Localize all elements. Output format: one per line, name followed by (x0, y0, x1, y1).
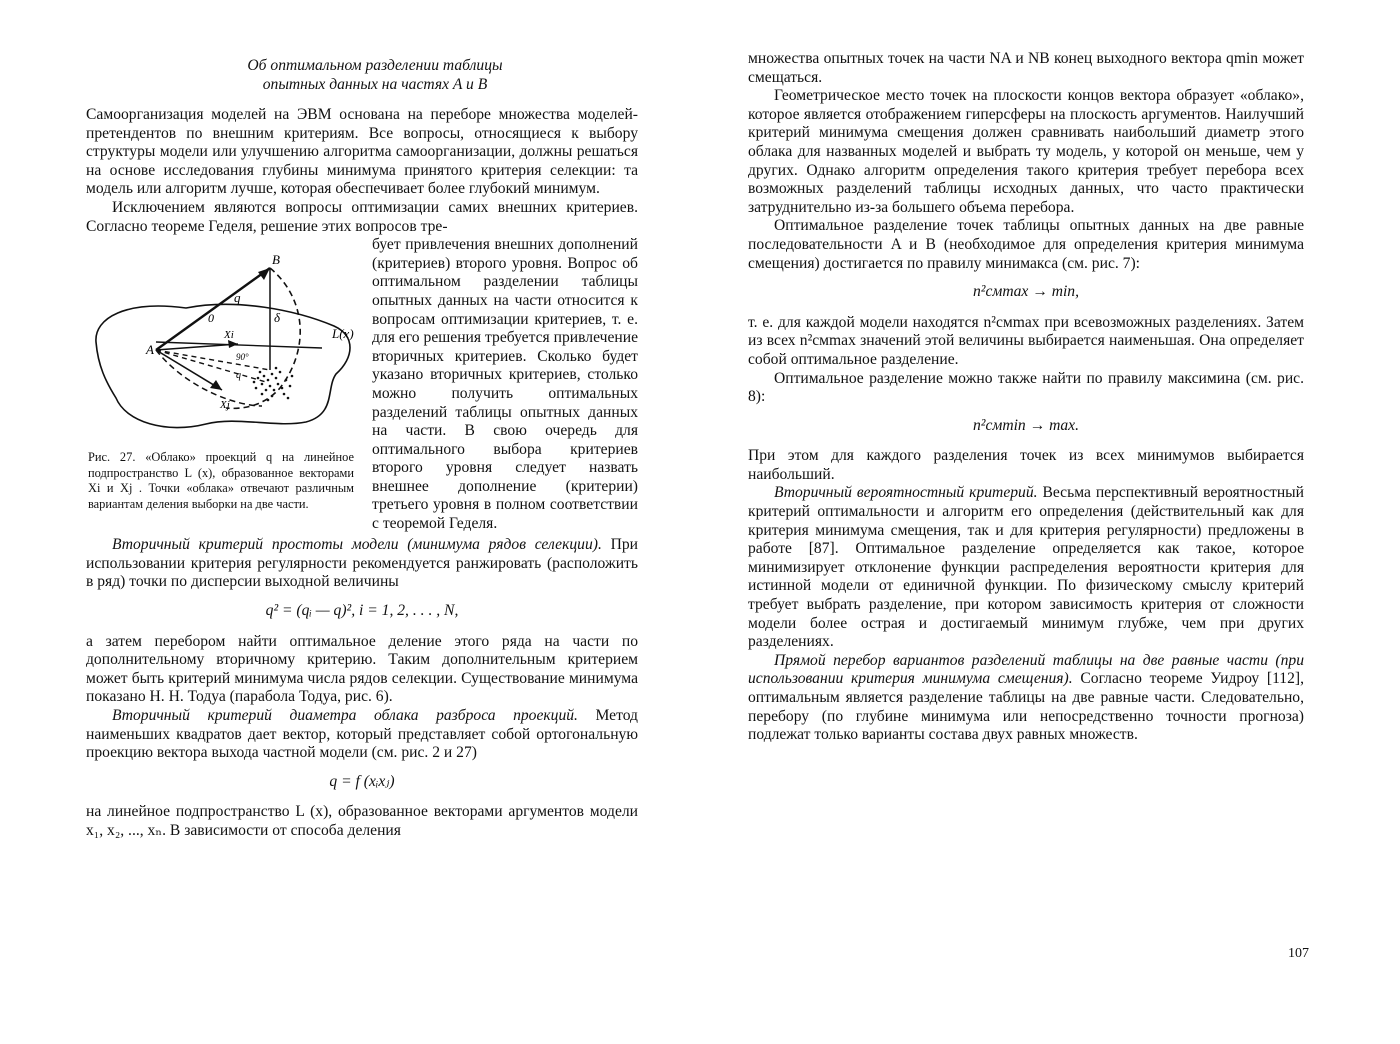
paragraph-simplicity-text: При использовании критерия регулярности рекомендуется ранжировать (расположить в ряд) точки по дисперсии выходной величины (86, 536, 638, 591)
paragraph-after-eq2: на линейное подпространство L (x), образованное векторами аргументов модели x₁, x₂, ..., xₙ. В зависимости от способа деления (86, 803, 638, 839)
label-delta: δ (274, 310, 281, 326)
label-lx: L(x) (332, 326, 354, 342)
right-column (748, 50, 1304, 745)
paragraph-after-eq3: т. е. для каждой модели находятся n²смmax при всевозможных разделениях. Затем из всех n²смmax значений этой величины выбирается наименьшая. Она определяет собой оптимальное разделение. (748, 313, 1304, 368)
paragraph-probabilistic-text: Весьма перспективный вероятностный критерий оптимальности и алгоритм его определения (действительный как для критерия минимума смещения, так и для критерия регулярности) предложены в работе [87]. Оптимальное разделение определяется как такое, которое минимизирует отклонение функции распределения вероятности критерия для истинной модели от единичной функции. По физическому смыслу критерий требует выбрать разделение, при котором зависимость критерия от сложности модели более острая и достигаемый минимум глубже, чем при других разделениях. (748, 484, 1304, 651)
paragraph-diameter-title: Вторичный критерий диаметра облака разброса проекций. (112, 706, 578, 724)
label-o: 0 (208, 311, 214, 326)
paragraph-optimal-division: Оптимальное разделение точек таблицы опытных данных на две равные последовательности A и B (необходимое для определения критерия минимума смещения) достигается по правилу минимакса (см. рис. 7): (748, 217, 1304, 272)
label-xj: Xj (220, 399, 230, 412)
label-q: q (234, 290, 241, 306)
paragraph-direct-text: Согласно теореме Уидроу [112], оптимальным является разделение таблицы на две равные части. Следовательно, перебору (по глубине минимума или непосредственно точности прогноза) подлежат только варианты состава двух равных множеств. (748, 670, 1304, 744)
paragraph-after-eq1: а затем перебором найти оптимальное деление этого ряда на части по дополнительному вторичному критерию. Таким дополнительным критерием может быть критерий минимума числа рядов селекции. Существование минимума показано Н. Н. Тодуа (парабола Тодуа, рис. 6). (86, 632, 638, 706)
figure-27-float (86, 238, 358, 536)
paragraph-after-eq4: При этом для каждого разделения точек из всех минимумов выбирается наибольший. (748, 447, 1304, 483)
vector-xj (156, 350, 222, 390)
section-heading-line-2: опытных данных на частях A и B (262, 76, 488, 93)
equation-maximin: n²смmin → max. (972, 416, 1079, 434)
paragraph-exception-lead (86, 199, 638, 236)
projection-cloud-dots (253, 367, 294, 402)
paragraph-diameter (86, 707, 638, 763)
paragraph-simplicity (86, 536, 638, 592)
paragraph-direct-enumeration (748, 652, 1304, 745)
arrow-head-xj (210, 380, 222, 390)
arrow-head-xi (228, 340, 238, 348)
paragraph-intro: Самоорганизация моделей на ЭВМ основана на переборе множества моделей-претендентов по внешним критериям. Все вопросы, относящиеся к выбору структуры модели или улучшению алгоритма самоорганизации, должны решаться на основе исследования глубины минимума принятого критерия селекции: та модель или алгоритм лучше, которая обеспечивает более глубокий минимум. (86, 106, 638, 198)
paragraph-maximin: Оптимальное разделение можно также найти по правилу максимина (см. рис. 8): (748, 369, 1304, 406)
equation-projection: q = f (xᵢxⱼ) (329, 772, 395, 790)
vector-q (156, 268, 270, 350)
paragraph-direct-title: Прямой перебор вариантов разделений таблицы на две равные части (при использовании критерия минимума смещения). (748, 651, 1304, 688)
equation-variance: q² = (qᵢ — q)², i = 1, 2, . . . , N, (265, 601, 459, 619)
paragraph-simplicity-title: Вторичный критерий простоты модели (минимума рядов селекции). (112, 536, 602, 554)
arrow-head-q (258, 268, 270, 280)
section-heading (150, 56, 600, 94)
right-page (700, 0, 1400, 1044)
section-heading-line-1: Об оптимальном разделении таблицы (247, 57, 503, 74)
label-angle: 90° (236, 352, 249, 363)
label-qmin: q (236, 370, 241, 382)
figure-27 (86, 236, 638, 534)
subspace-line (156, 342, 322, 348)
paragraph-continue: множества опытных точек на части NA и NB конец выходного вектора qmin может смещаться. (748, 50, 1304, 86)
label-a: A (146, 342, 154, 358)
paragraph-diameter-text: Метод наименьших квадратов дает вектор, который представляет собой ортогональную проекцию вектора выхода частной модели (см. рис. 2 и 27) (86, 706, 638, 762)
equation-minimax: n²смmax → min, (972, 283, 1079, 301)
label-b: B (272, 252, 280, 268)
paragraph-probabilistic-title: Вторичный вероятностный критерий. (774, 484, 1038, 502)
label-xi: Xi (224, 329, 234, 342)
paragraph-exception-wrapped: бует привлечения внешних дополнений (критериев) второго уровня. Вопрос об оптимальном разделении таблицы опытных данных на части относится к вопросам оптимизации критериев, т. е. для его решения требуется привлечение вторичных критериев. Сколько будет указано вторичных критериев, столько можно получить оптимальных разделений таблицы опытных данных на части. В свою очередь для оптимального выбора критериев второго уровня следует назвать внешнее дополнение (критерии) третьего уровня в полном соответствии с теоремой Геделя. (372, 236, 638, 533)
figure-27-caption: Рис. 27. «Облако» проекций q на линейное подпространство L (x), образованное векторами Xi и Xj . Точки «облака» отвечают различным вариантам деления выборки на две части. (88, 450, 354, 511)
paragraph-geometric-locus: Геометрическое место точек на плоскости концов вектора образует «облако», которое является отображением гиперсферы на плоскость аргументов. Наилучший критерий минимума смещения должен сравнивать наибольший диаметр этого облака для названных моделей и выбрать ту модель, у которой он меньше, чем у других. Однако алгоритм определения такого критерия требует перебора всех возможных разделений таблицы исходных данных, что часто практически затруднительно из-за большего объема перебора. (748, 87, 1304, 216)
paragraph-probabilistic (748, 484, 1304, 651)
cloud-projection-diagram (86, 238, 358, 450)
vector-xi (156, 344, 238, 350)
left-column (86, 106, 638, 840)
paragraph-exception-text: Исключением являются вопросы оптимизации самих внешних критериев. Согласно теореме Геделя, решение этих вопросов тре- (86, 198, 638, 235)
page-number: 107 (1288, 946, 1309, 961)
